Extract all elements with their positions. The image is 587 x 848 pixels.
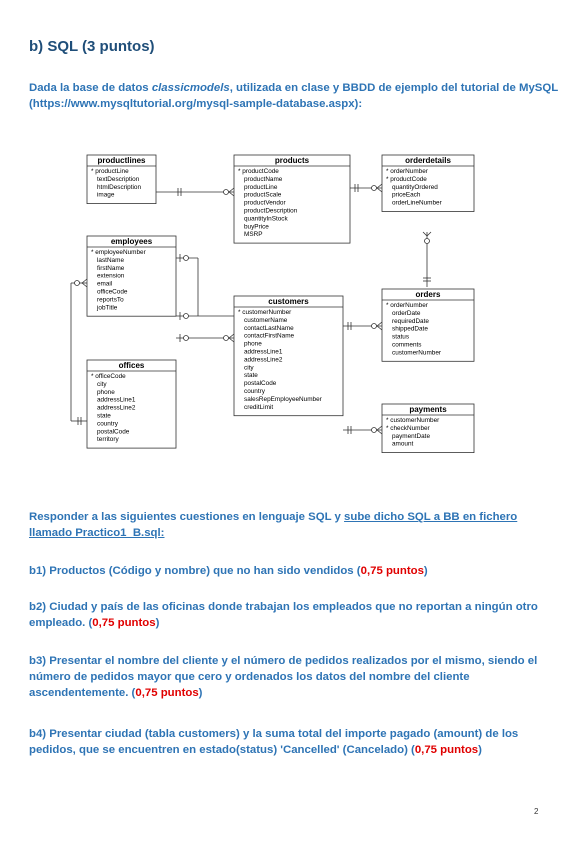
entity-field: orderLineNumber [392, 199, 442, 207]
entity-field: * productLine [91, 168, 129, 175]
entity-orderdetails [382, 155, 474, 212]
entity-field: lastName [97, 256, 124, 264]
entity-field: status [392, 333, 410, 341]
entity-field: * customerNumber [386, 417, 440, 424]
entity-field: contactLastName [244, 324, 294, 332]
entity-field: addressLine2 [97, 404, 136, 412]
entity-field: paymentDate [392, 432, 431, 440]
question-text: Productos (Código y nombre) que no han sido vendidos ( [46, 565, 361, 577]
entity-field: textDescription [97, 175, 140, 183]
entity-field: customerName [244, 316, 288, 324]
entity-title: orderdetails [405, 156, 451, 166]
entity-field: reportsTo [97, 296, 124, 304]
entity-field: extension [97, 272, 125, 280]
entity-title: employees [110, 237, 153, 247]
entity-field: salesRepEmployeeNumber [244, 395, 322, 403]
page-number: 2 [534, 807, 539, 816]
entity-field: customerNumber [392, 349, 442, 357]
intro-post: , utilizada en clase y BBDD de ejemplo del tutorial de MySQL (https://www.mysqltutorial.org/mysql-sample-database.aspx): [29, 82, 559, 110]
question-label: b3) [29, 655, 47, 667]
question-close: ) [423, 565, 428, 577]
entity-field: city [244, 364, 254, 372]
entity-field: productScale [244, 191, 282, 199]
instructions [29, 509, 559, 541]
entity-title: productlines [97, 156, 146, 166]
entity-productlines [87, 155, 156, 204]
question-label: b4) [29, 728, 47, 740]
entity-field: firstName [97, 264, 125, 272]
entity-field: * orderNumber [386, 302, 428, 309]
entity-field: city [97, 380, 107, 388]
entity-field: phone [244, 340, 262, 348]
entity-field: creditLimit [244, 403, 274, 411]
entity-employees [87, 236, 176, 316]
entity-field: amount [392, 440, 414, 448]
entity-field: htmlDescription [97, 183, 142, 191]
entity-title: orders [415, 290, 441, 300]
entity-field: addressLine1 [97, 396, 136, 404]
entity-field: buyPrice [244, 223, 269, 231]
question-label: b2) [29, 601, 47, 613]
question-text: Presentar el nombre del cliente y el número de pedidos realizados por el mismo, siendo el número de pedidos mayor que cero y ordenados los datos del nombre del cliente ascendentemente. ( [29, 655, 538, 699]
entity-field: * productCode [238, 168, 279, 175]
entity-field: productLine [244, 183, 278, 191]
question-b3 [29, 653, 559, 701]
question-points: 0,75 puntos [92, 617, 156, 629]
question-points: 0,75 puntos [360, 565, 424, 577]
entity-field: * customerNumber [238, 309, 292, 316]
question-close: ) [478, 744, 482, 756]
instructions-upload-note: sube dicho SQL a BB en fichero llamado Practico1_B.sql: [29, 511, 518, 539]
section-heading: b) SQL (3 puntos) [29, 38, 155, 55]
question-text: Presentar ciudad (tabla customers) y la suma total del importe pagado (amount) de los pedidos, que se encuentren en estado(status) 'Cancelled' (Cancelado) ( [29, 728, 519, 756]
entity-field: MSRP [244, 231, 263, 239]
entity-field: addressLine2 [244, 356, 283, 364]
entity-title: products [274, 156, 310, 166]
intro-pre: Dada la base de datos [29, 82, 152, 94]
entity-field: * checkNumber [386, 424, 430, 432]
entity-field: requiredDate [392, 317, 429, 325]
entity-field: productName [244, 175, 283, 183]
entity-field: postalCode [97, 428, 130, 436]
entity-title: payments [409, 405, 447, 415]
entity-field: image [97, 191, 115, 199]
question-close: ) [155, 617, 160, 629]
entity-field: state [244, 372, 258, 380]
entity-field: contactFirstName [244, 332, 295, 340]
entity-field: productDescription [244, 207, 298, 215]
question-close: ) [198, 687, 203, 699]
entity-field: priceEach [392, 191, 421, 199]
entity-field: orderDate [392, 309, 421, 317]
entity-products [234, 155, 350, 243]
question-points: 0,75 puntos [135, 687, 199, 699]
question-text: Ciudad y país de las oficinas donde trabajan los empleados que no reportan a ningún otro empleado. ( [29, 601, 538, 629]
entity-field: phone [97, 388, 115, 396]
entity-field: officeCode [97, 288, 128, 296]
question-b1 [29, 563, 559, 579]
question-b4 [29, 726, 559, 758]
entity-field: shippedDate [392, 325, 428, 333]
entity-field: jobTitle [97, 304, 118, 312]
question-label: b1) [29, 565, 47, 577]
question-b2 [29, 599, 559, 631]
entity-field: quantityInStock [244, 215, 288, 223]
entity-field: state [97, 412, 111, 420]
intro-db-name: classicmodels [151, 82, 230, 94]
entity-field: * orderNumber [386, 168, 428, 175]
entity-field: * officeCode [91, 373, 126, 380]
entity-customers [234, 296, 343, 416]
entity-field: postalCode [244, 380, 277, 388]
entity-field: email [97, 280, 113, 288]
entity-field: * productCode [386, 175, 427, 183]
entity-field: productVendor [244, 199, 286, 207]
entity-field: country [97, 420, 118, 428]
question-points: 0,75 puntos [414, 744, 479, 756]
entity-field: * employeeNumber [91, 249, 146, 256]
entity-field: quantityOrdered [392, 183, 438, 191]
entity-field: comments [392, 341, 422, 349]
entity-field: country [244, 388, 265, 395]
entity-orders [382, 289, 474, 361]
entity-field: territory [97, 436, 119, 444]
entity-title: offices [118, 361, 145, 371]
entity-title: customers [268, 297, 309, 307]
entity-payments [382, 404, 474, 453]
entity-offices [87, 360, 176, 448]
instructions-text: Responder a las siguientes cuestiones en lenguaje SQL y [29, 511, 345, 523]
entity-field: addressLine1 [244, 348, 283, 356]
